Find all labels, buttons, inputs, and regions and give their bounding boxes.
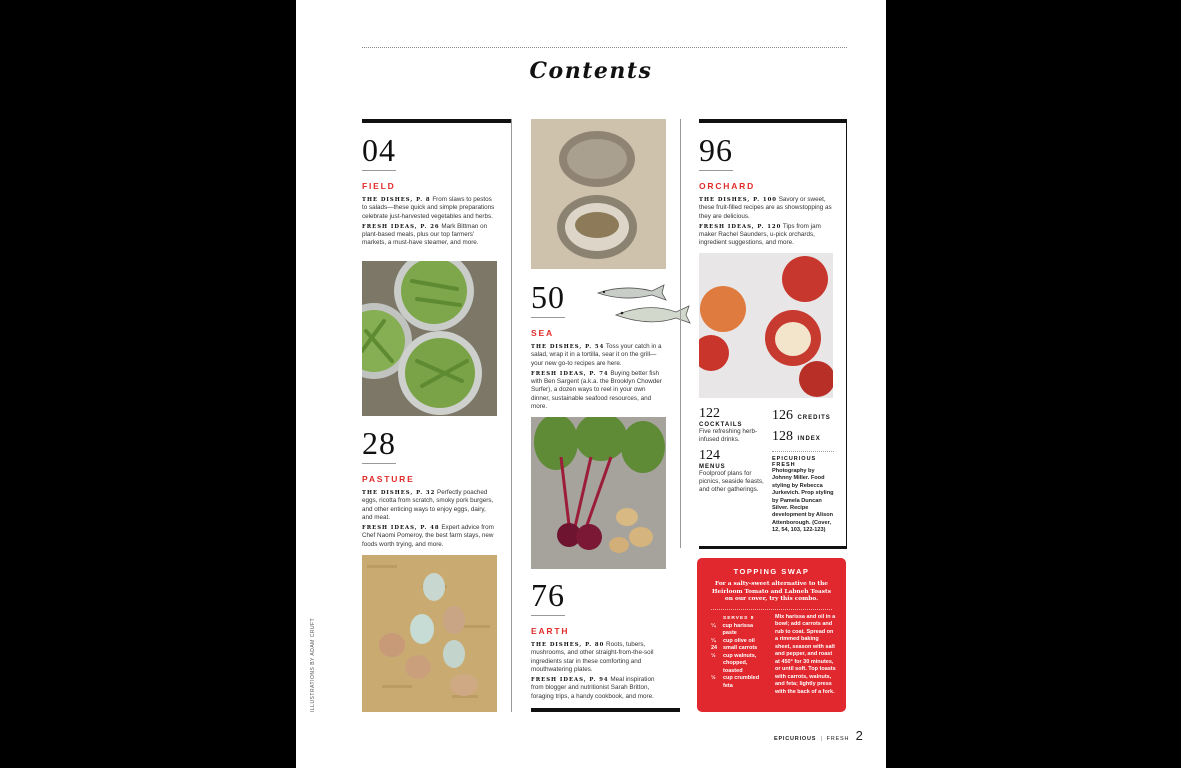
sea-item-2: FRESH IDEAS, P. 74 Buying better fish with Ben Sargent (a.k.a. the Brooklyn Chowder Surfer), a dozen ways to reel in your own dinner, sustainable seafood resources, and more. bbox=[531, 369, 662, 411]
ingredient-row: ½ cup walnuts, chopped, toasted bbox=[711, 652, 757, 674]
pasture-item-2: FRESH IDEAS, P. 48 Expert advice from Chef Naomi Pomeroy, the best farm stays, new foods worth trying, and more. bbox=[362, 524, 494, 548]
menus-label: MENUS bbox=[699, 464, 726, 470]
field-item-1: THE DISHES, P. 8 From slaws to pestos to salads—these quick and simple preparations celebrate just-harvested vegetables and herbs. bbox=[362, 196, 495, 220]
pasture-title: PASTURE bbox=[362, 474, 415, 484]
epicurious-fresh-label: EPICURIOUS FRESH bbox=[772, 456, 817, 468]
field-title: FIELD bbox=[362, 181, 396, 191]
earth-item-1: THE DISHES, P. 80 Roots, tubers, mushrooms, and other straight-from-the-soil ingredients star in these comforting and mouthwatering plates. bbox=[531, 641, 654, 673]
cocktails-text: Five refreshing herb-infused drinks. bbox=[699, 428, 758, 443]
menus-text: Foolproof plans for picnics, seaside feasts, and other gatherings. bbox=[699, 470, 764, 493]
page-footer: EPICURIOUS | FRESH 2 bbox=[774, 728, 863, 743]
earth-title: EARTH bbox=[531, 626, 570, 636]
earth-item-2: FRESH IDEAS, P. 94 Meal inspiration from blogger and nutritionist Sarah Britton, foraging trips, a handy cookbook, and more. bbox=[531, 676, 655, 700]
topping-intro: For a salty-sweet alternative to the Heirloom Tomato and Labneh Toasts on our cover, try this combo. bbox=[711, 581, 831, 603]
field-number: 04 bbox=[362, 132, 396, 168]
sea-item-1: THE DISHES, P. 54 Toss your catch in a salad, wrap it in a tortilla, sear it on the grill—your new go-to recipes are here. bbox=[531, 343, 662, 367]
ingredient-row: ¼ cup harissa paste bbox=[711, 622, 754, 637]
beets-photo bbox=[531, 417, 666, 569]
epicurious-fresh-credits: Photography by Johnny Miller. Food styling by Rebecca Jurkevich. Prop styling by Pamela Duncan Silver. Recipe development by Alison Attenborough. (Cover, 12, 54, 103, 122-123) bbox=[772, 468, 834, 534]
column-divider bbox=[511, 119, 512, 712]
orchard-section bbox=[699, 119, 834, 248]
field-section bbox=[362, 119, 497, 248]
pasture-section bbox=[362, 427, 497, 549]
right-bottom-bar bbox=[699, 546, 847, 549]
top-rule bbox=[362, 47, 847, 48]
right-edge-rule bbox=[846, 119, 847, 548]
right-column-divider bbox=[680, 119, 681, 548]
earth-section bbox=[531, 579, 666, 701]
credits-entry: 126 CREDITS bbox=[772, 408, 831, 423]
eggs-photo bbox=[362, 555, 497, 712]
ingredient-row: ½ cup crumbled feta bbox=[711, 675, 760, 689]
sea-title: SEA bbox=[531, 328, 554, 338]
beans-photo bbox=[362, 261, 497, 416]
sea-number: 50 bbox=[531, 279, 565, 315]
index-entry: 128 INDEX bbox=[772, 429, 821, 444]
orchard-item-2: FRESH IDEAS, P. 120 Tips from jam maker Rachel Saunders, u-pick orchards, ingredient suggestions, and more. bbox=[699, 222, 821, 247]
footer-section: FRESH bbox=[826, 736, 850, 742]
ingredient-row: ¼ cup olive oil bbox=[711, 637, 755, 644]
fish-illustration-icon bbox=[594, 282, 692, 328]
topping-title: TOPPING SWAP bbox=[733, 567, 810, 576]
orchard-item-1: THE DISHES, P. 100 Savory or sweet, these fruit-filled recipes are as showstopping as they are delicious. bbox=[699, 196, 832, 220]
cocktails-label: COCKTAILS bbox=[699, 422, 743, 428]
orchard-title: ORCHARD bbox=[699, 181, 756, 191]
illustration-credit: ILLUSTRATIONS BY ADAM CRUFT bbox=[310, 617, 316, 712]
middle-bottom-bar bbox=[531, 708, 680, 712]
apples-photo bbox=[699, 253, 833, 398]
ingredient-list bbox=[711, 616, 767, 697]
menus-number: 124 bbox=[699, 448, 720, 463]
ingredient-row: 24 small carrots bbox=[711, 645, 758, 652]
earth-number: 76 bbox=[531, 577, 565, 613]
magazine-page bbox=[296, 0, 886, 768]
cocktails-number: 122 bbox=[699, 406, 720, 421]
extras-left bbox=[699, 406, 767, 494]
pasture-number: 28 bbox=[362, 425, 396, 461]
oysters-photo bbox=[531, 119, 666, 269]
pasture-item-1: THE DISHES, P. 32 Perfectly poached eggs, ricotta from scratch, smoky pork burgers, and other enticing ways to enjoy eggs, dairy, and meat. bbox=[362, 489, 494, 521]
orchard-number: 96 bbox=[699, 132, 733, 168]
page-number: 2 bbox=[855, 728, 863, 743]
page-title: Contents bbox=[529, 58, 653, 84]
topping-method: Mix harissa and oil in a bowl; add carrots and rub to coat. Spread on a rimmed baking sheet, season with salt and pepper, and roast at 450° for 30 minutes, or until soft. Top toasts with carrots, walnuts, and feta; lightly press with the back of a fork. bbox=[775, 613, 836, 695]
footer-brand: EPICURIOUS bbox=[774, 736, 817, 742]
serves-label: SERVES 8 bbox=[723, 615, 755, 621]
extras-right bbox=[772, 406, 834, 535]
topping-swap-box bbox=[697, 558, 846, 712]
field-item-2: FRESH IDEAS, P. 26 Mark Bittman on plant-based meals, plus our top farmers' markets, a must-have steamer, and more. bbox=[362, 222, 488, 247]
